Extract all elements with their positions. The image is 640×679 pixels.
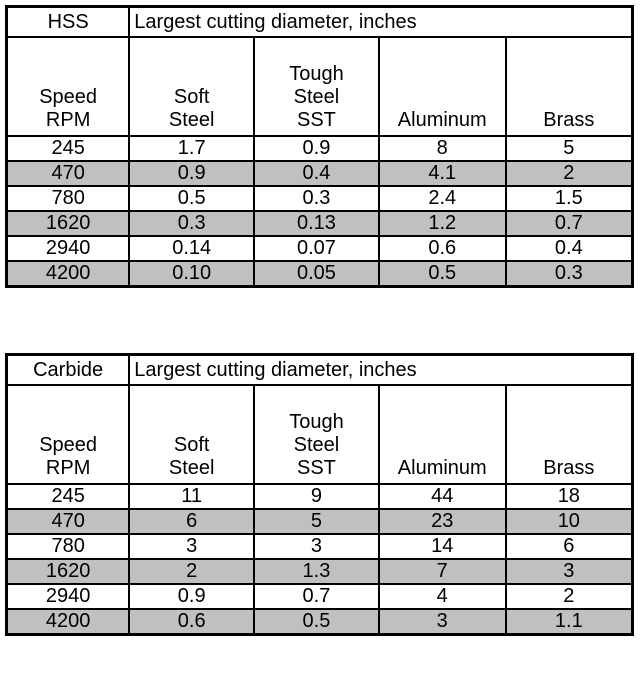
diameter-cell: 10 bbox=[506, 509, 633, 534]
diameter-cell: 9 bbox=[254, 484, 379, 509]
column-header-row bbox=[7, 385, 633, 484]
diameter-cell: 2 bbox=[129, 559, 254, 584]
diameter-cell: 3 bbox=[129, 534, 254, 559]
material-column-header bbox=[506, 385, 633, 484]
diameter-cell: 0.3 bbox=[254, 186, 379, 211]
rpm-cell: 245 bbox=[7, 136, 130, 161]
rpm-cell: 780 bbox=[7, 186, 130, 211]
diameter-cell: 0.7 bbox=[506, 211, 633, 236]
diameter-cell: 5 bbox=[506, 136, 633, 161]
hss-speed-table bbox=[5, 5, 634, 288]
diameter-cell: 0.9 bbox=[129, 584, 254, 609]
header-line: Aluminum bbox=[397, 457, 487, 479]
header-line: Speed bbox=[39, 434, 98, 456]
header-line: Soft bbox=[173, 86, 210, 108]
speed-rpm-header bbox=[7, 37, 130, 136]
diameter-cell: 3 bbox=[506, 559, 633, 584]
header-line: RPM bbox=[45, 457, 91, 479]
diameter-cell: 0.3 bbox=[129, 211, 254, 236]
rpm-cell: 245 bbox=[7, 484, 130, 509]
table-row bbox=[7, 186, 633, 211]
diameter-cell: 1.7 bbox=[129, 136, 254, 161]
diameter-cell: 1.5 bbox=[506, 186, 633, 211]
rpm-cell: 4200 bbox=[7, 609, 130, 635]
material-column-header bbox=[129, 37, 254, 136]
diameter-cell: 0.6 bbox=[129, 609, 254, 635]
table-row bbox=[7, 136, 633, 161]
header-line: Tough bbox=[289, 63, 344, 85]
material-column-header bbox=[379, 385, 506, 484]
header-line: SST bbox=[297, 457, 336, 479]
diameter-cell: 0.5 bbox=[379, 261, 506, 287]
diameter-cell: 0.05 bbox=[254, 261, 379, 287]
diameter-cell: 1.3 bbox=[254, 559, 379, 584]
diameter-cell: 1.2 bbox=[379, 211, 506, 236]
column-header-row bbox=[7, 37, 633, 136]
diameter-cell: 0.6 bbox=[379, 236, 506, 261]
diameter-cell: 2 bbox=[506, 161, 633, 186]
diameter-cell: 2 bbox=[506, 584, 633, 609]
diameter-cell: 23 bbox=[379, 509, 506, 534]
diameter-cell: 8 bbox=[379, 136, 506, 161]
tool-type-label: Carbide bbox=[7, 355, 130, 386]
diameter-cell: 0.7 bbox=[254, 584, 379, 609]
header-line: Brass bbox=[543, 109, 595, 131]
header-line: Steel bbox=[168, 457, 215, 479]
header-line: Soft bbox=[173, 434, 210, 456]
material-column-header bbox=[254, 37, 379, 136]
header-line: Steel bbox=[293, 434, 340, 456]
diameter-cell: 0.5 bbox=[254, 609, 379, 635]
rpm-cell: 1620 bbox=[7, 559, 130, 584]
diameter-cell: 0.3 bbox=[506, 261, 633, 287]
diameter-cell: 0.14 bbox=[129, 236, 254, 261]
table-row bbox=[7, 609, 633, 635]
header-line: Steel bbox=[168, 109, 215, 131]
material-column-header bbox=[506, 37, 633, 136]
diameter-cell: 18 bbox=[506, 484, 633, 509]
diameter-cell: 0.9 bbox=[254, 136, 379, 161]
tool-type-label: HSS bbox=[7, 7, 130, 38]
header-line: Aluminum bbox=[397, 109, 487, 131]
table-row bbox=[7, 261, 633, 287]
diameter-cell: 11 bbox=[129, 484, 254, 509]
rpm-cell: 4200 bbox=[7, 261, 130, 287]
diameter-cell: 6 bbox=[506, 534, 633, 559]
table-row bbox=[7, 534, 633, 559]
header-line: SST bbox=[297, 109, 336, 131]
diameter-cell: 2.4 bbox=[379, 186, 506, 211]
table-row bbox=[7, 211, 633, 236]
title-row bbox=[7, 7, 633, 38]
table-caption: Largest cutting diameter, inches bbox=[129, 7, 632, 38]
table-caption: Largest cutting diameter, inches bbox=[129, 355, 632, 386]
material-column-header bbox=[379, 37, 506, 136]
diameter-cell: 0.4 bbox=[254, 161, 379, 186]
rpm-cell: 2940 bbox=[7, 236, 130, 261]
table-row bbox=[7, 161, 633, 186]
table-row bbox=[7, 584, 633, 609]
diameter-cell: 3 bbox=[254, 534, 379, 559]
diameter-cell: 5 bbox=[254, 509, 379, 534]
header-line: Speed bbox=[39, 86, 98, 108]
diameter-cell: 6 bbox=[129, 509, 254, 534]
carbide-speed-table bbox=[5, 353, 634, 636]
rpm-cell: 470 bbox=[7, 161, 130, 186]
rpm-cell: 780 bbox=[7, 534, 130, 559]
rpm-cell: 1620 bbox=[7, 211, 130, 236]
rpm-cell: 2940 bbox=[7, 584, 130, 609]
material-column-header bbox=[254, 385, 379, 484]
diameter-cell: 3 bbox=[379, 609, 506, 635]
title-row bbox=[7, 355, 633, 386]
table-row bbox=[7, 484, 633, 509]
table-row bbox=[7, 509, 633, 534]
diameter-cell: 0.07 bbox=[254, 236, 379, 261]
header-line: Tough bbox=[289, 411, 344, 433]
table-row bbox=[7, 236, 633, 261]
rpm-cell: 470 bbox=[7, 509, 130, 534]
diameter-cell: 0.5 bbox=[129, 186, 254, 211]
diameter-cell: 0.4 bbox=[506, 236, 633, 261]
diameter-cell: 0.9 bbox=[129, 161, 254, 186]
diameter-cell: 4 bbox=[379, 584, 506, 609]
material-column-header bbox=[129, 385, 254, 484]
diameter-cell: 7 bbox=[379, 559, 506, 584]
header-line: RPM bbox=[45, 109, 91, 131]
header-line: Brass bbox=[543, 457, 595, 479]
table-row bbox=[7, 559, 633, 584]
diameter-cell: 14 bbox=[379, 534, 506, 559]
diameter-cell: 0.13 bbox=[254, 211, 379, 236]
diameter-cell: 0.10 bbox=[129, 261, 254, 287]
header-line: Steel bbox=[293, 86, 340, 108]
diameter-cell: 44 bbox=[379, 484, 506, 509]
diameter-cell: 4.1 bbox=[379, 161, 506, 186]
diameter-cell: 1.1 bbox=[506, 609, 633, 635]
speed-rpm-header bbox=[7, 385, 130, 484]
